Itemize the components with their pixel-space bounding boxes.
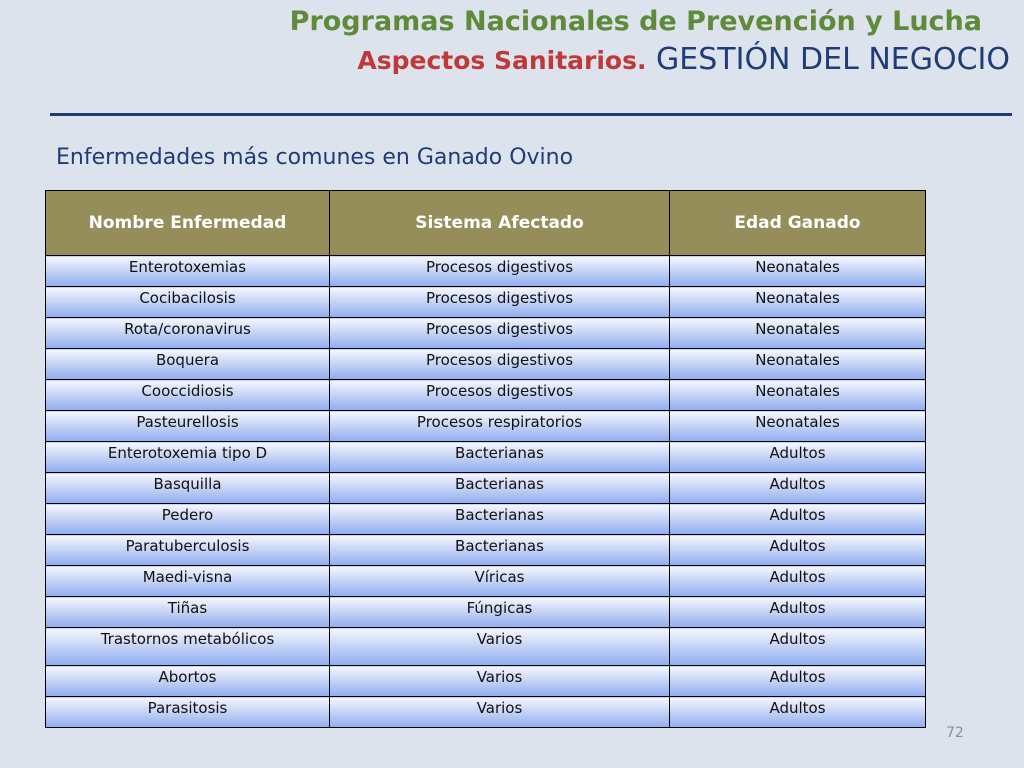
table-row — [46, 597, 926, 628]
page-subtitle: Enfermedades más comunes en Ganado Ovino — [56, 145, 574, 170]
cell-sistema: Bacterianas — [330, 535, 670, 566]
cell-nombre: Maedi-visna — [46, 566, 330, 597]
cell-sistema: Bacterianas — [330, 504, 670, 535]
cell-sistema: Procesos digestivos — [330, 256, 670, 287]
cell-edad: Neonatales — [670, 411, 926, 442]
cell-sistema: Varios — [330, 666, 670, 697]
cell-sistema: Bacterianas — [330, 442, 670, 473]
cell-edad: Adultos — [670, 473, 926, 504]
cell-nombre: Pasteurellosis — [46, 411, 330, 442]
cell-edad: Neonatales — [670, 380, 926, 411]
diseases-table — [45, 190, 926, 728]
table-row — [46, 287, 926, 318]
table-row — [46, 442, 926, 473]
cell-edad: Adultos — [670, 566, 926, 597]
table-header-row — [46, 191, 926, 256]
cell-edad: Adultos — [670, 442, 926, 473]
column-header-nombre: Nombre Enfermedad — [46, 191, 330, 256]
cell-nombre: Trastornos metabólicos — [46, 628, 330, 666]
cell-nombre: Cooccidiosis — [46, 380, 330, 411]
cell-sistema: Procesos digestivos — [330, 318, 670, 349]
table-row — [46, 411, 926, 442]
table-row — [46, 697, 926, 728]
cell-sistema: Procesos digestivos — [330, 380, 670, 411]
cell-edad: Neonatales — [670, 256, 926, 287]
cell-nombre: Paratuberculosis — [46, 535, 330, 566]
cell-sistema: Procesos respiratorios — [330, 411, 670, 442]
table-row — [46, 628, 926, 666]
cell-nombre: Parasitosis — [46, 697, 330, 728]
cell-nombre: Basquilla — [46, 473, 330, 504]
cell-sistema: Bacterianas — [330, 473, 670, 504]
header-divider — [50, 113, 1012, 116]
cell-edad: Neonatales — [670, 287, 926, 318]
table-row — [46, 380, 926, 411]
cell-edad: Adultos — [670, 597, 926, 628]
cell-sistema: Fúngicas — [330, 597, 670, 628]
cell-nombre: Boquera — [46, 349, 330, 380]
cell-sistema: Procesos digestivos — [330, 349, 670, 380]
table-row — [46, 473, 926, 504]
cell-edad: Adultos — [670, 535, 926, 566]
table-row — [46, 256, 926, 287]
table-row — [46, 566, 926, 597]
cell-sistema: Víricas — [330, 566, 670, 597]
title-line-2 — [357, 42, 1010, 77]
cell-nombre: Abortos — [46, 666, 330, 697]
table-row — [46, 504, 926, 535]
title-gestion-negocio: GESTIÓN DEL NEGOCIO — [646, 42, 1010, 77]
title-aspectos-sanitarios: Aspectos Sanitarios. — [357, 46, 647, 75]
cell-edad: Adultos — [670, 697, 926, 728]
table-row — [46, 349, 926, 380]
column-header-edad: Edad Ganado — [670, 191, 926, 256]
cell-nombre: Enterotoxemia tipo D — [46, 442, 330, 473]
cell-sistema: Varios — [330, 697, 670, 728]
cell-sistema: Varios — [330, 628, 670, 666]
cell-nombre: Enterotoxemias — [46, 256, 330, 287]
table-row — [46, 535, 926, 566]
table-row — [46, 318, 926, 349]
cell-sistema: Procesos digestivos — [330, 287, 670, 318]
title-line-1: Programas Nacionales de Prevención y Lucha — [289, 6, 982, 37]
cell-edad: Neonatales — [670, 318, 926, 349]
cell-edad: Adultos — [670, 504, 926, 535]
column-header-sistema: Sistema Afectado — [330, 191, 670, 256]
cell-nombre: Cocibacilosis — [46, 287, 330, 318]
cell-nombre: Pedero — [46, 504, 330, 535]
cell-edad: Neonatales — [670, 349, 926, 380]
cell-edad: Adultos — [670, 628, 926, 666]
cell-nombre: Tiñas — [46, 597, 330, 628]
cell-nombre: Rota/coronavirus — [46, 318, 330, 349]
table-row — [46, 666, 926, 697]
cell-edad: Adultos — [670, 666, 926, 697]
page-number: 72 — [946, 725, 964, 741]
